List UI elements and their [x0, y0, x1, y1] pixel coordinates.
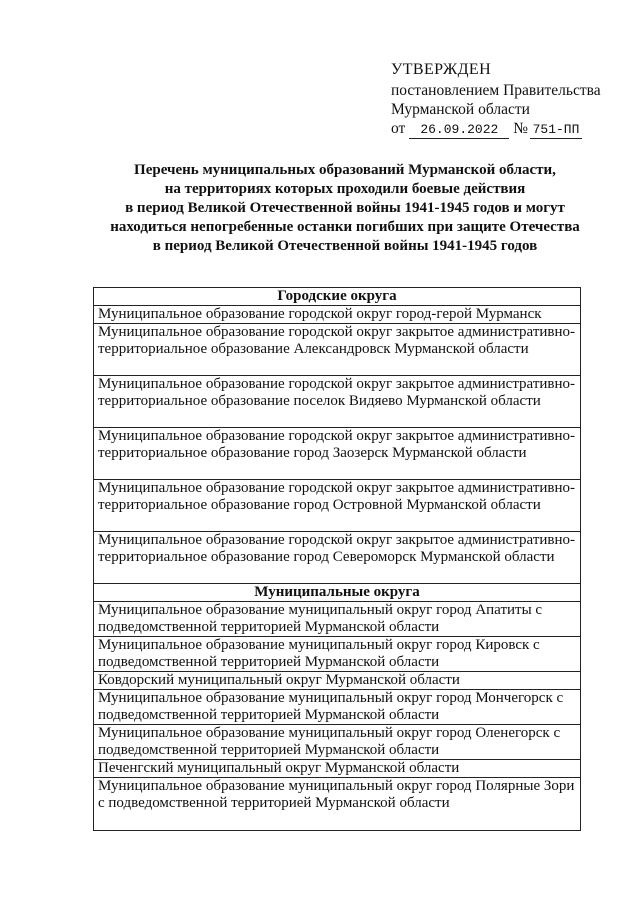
approval-line-2: Мурманской области	[391, 101, 530, 118]
table-cell: Муниципальное образование муниципальный округ город Апатиты с подведомственной территорией Мурманской области	[94, 602, 581, 637]
approval-signature-row	[391, 119, 636, 139]
table-cell: Муниципальное образование муниципальный округ город Полярные Зори с подведомственной территорией Мурманской области	[94, 778, 581, 831]
table-cell: Муниципальное образование городской округ город-герой Мурманск	[94, 306, 581, 324]
section-header-row	[94, 584, 581, 602]
table-row	[94, 532, 581, 584]
table-row	[94, 778, 581, 831]
table-row	[94, 602, 581, 637]
table-row	[94, 637, 581, 672]
approval-date: 26.09.2022	[409, 122, 509, 139]
table-cell: Муниципальное образование городской округ закрытое административно-территориальное образование Александровск Мурманской области	[94, 324, 581, 376]
section-heading: Городские округа	[94, 288, 581, 306]
date-label: от	[391, 120, 406, 137]
approval-block	[391, 60, 636, 139]
table-cell: Печенгский муниципальный округ Мурманской области	[94, 760, 581, 778]
title-line: в период Великой Отечественной войны 1941-1945 годов и могут	[125, 200, 565, 216]
approval-heading: УТВЕРЖДЕН	[391, 61, 492, 78]
table-cell: Муниципальное образование городской округ закрытое административно-территориальное образование поселок Видяево Мурманской области	[94, 376, 581, 428]
section-header-row	[94, 288, 581, 306]
table-row	[94, 725, 581, 760]
table-cell: Муниципальное образование муниципальный округ город Оленегорск с подведомственной территорией Мурманской области	[94, 725, 581, 760]
document-title	[60, 161, 630, 256]
table-row	[94, 480, 581, 532]
table-cell: Муниципальное образование городской округ закрытое административно-территориальное образование город Заозерск Мурманской области	[94, 428, 581, 480]
table-row	[94, 690, 581, 725]
section-heading: Муниципальные округа	[94, 584, 581, 602]
title-line: в период Великой Отечественной войны 1941-1945 годов	[152, 238, 538, 254]
title-line: находиться непогребенные останки погибших при защите Отечества	[110, 219, 580, 235]
table-row	[94, 672, 581, 690]
municipalities-table	[93, 287, 581, 831]
table-cell: Муниципальное образование городской округ закрытое административно-территориальное образование город Островной Мурманской области	[94, 480, 581, 532]
table-cell: Муниципальное образование муниципальный округ город Кировск с подведомственной территорией Мурманской области	[94, 637, 581, 672]
table-cell: Муниципальное образование городской округ закрытое административно-территориальное образование город Североморск Мурманской области	[94, 532, 581, 584]
number-label: №	[513, 120, 528, 137]
table-row	[94, 306, 581, 324]
title-line: Перечень муниципальных образований Мурманской области,	[134, 162, 556, 178]
table-cell: Ковдорский муниципальный округ Мурманской области	[94, 672, 581, 690]
title-line: на территориях которых проходили боевые действия	[164, 181, 526, 197]
table-row	[94, 760, 581, 778]
table-row	[94, 376, 581, 428]
table-row	[94, 428, 581, 480]
approval-number: 751-ПП	[530, 122, 582, 139]
table-row	[94, 324, 581, 376]
approval-line-1: постановлением Правительства	[391, 82, 601, 99]
table-cell: Муниципальное образование муниципальный округ город Мончегорск с подведомственной территорией Мурманской области	[94, 690, 581, 725]
